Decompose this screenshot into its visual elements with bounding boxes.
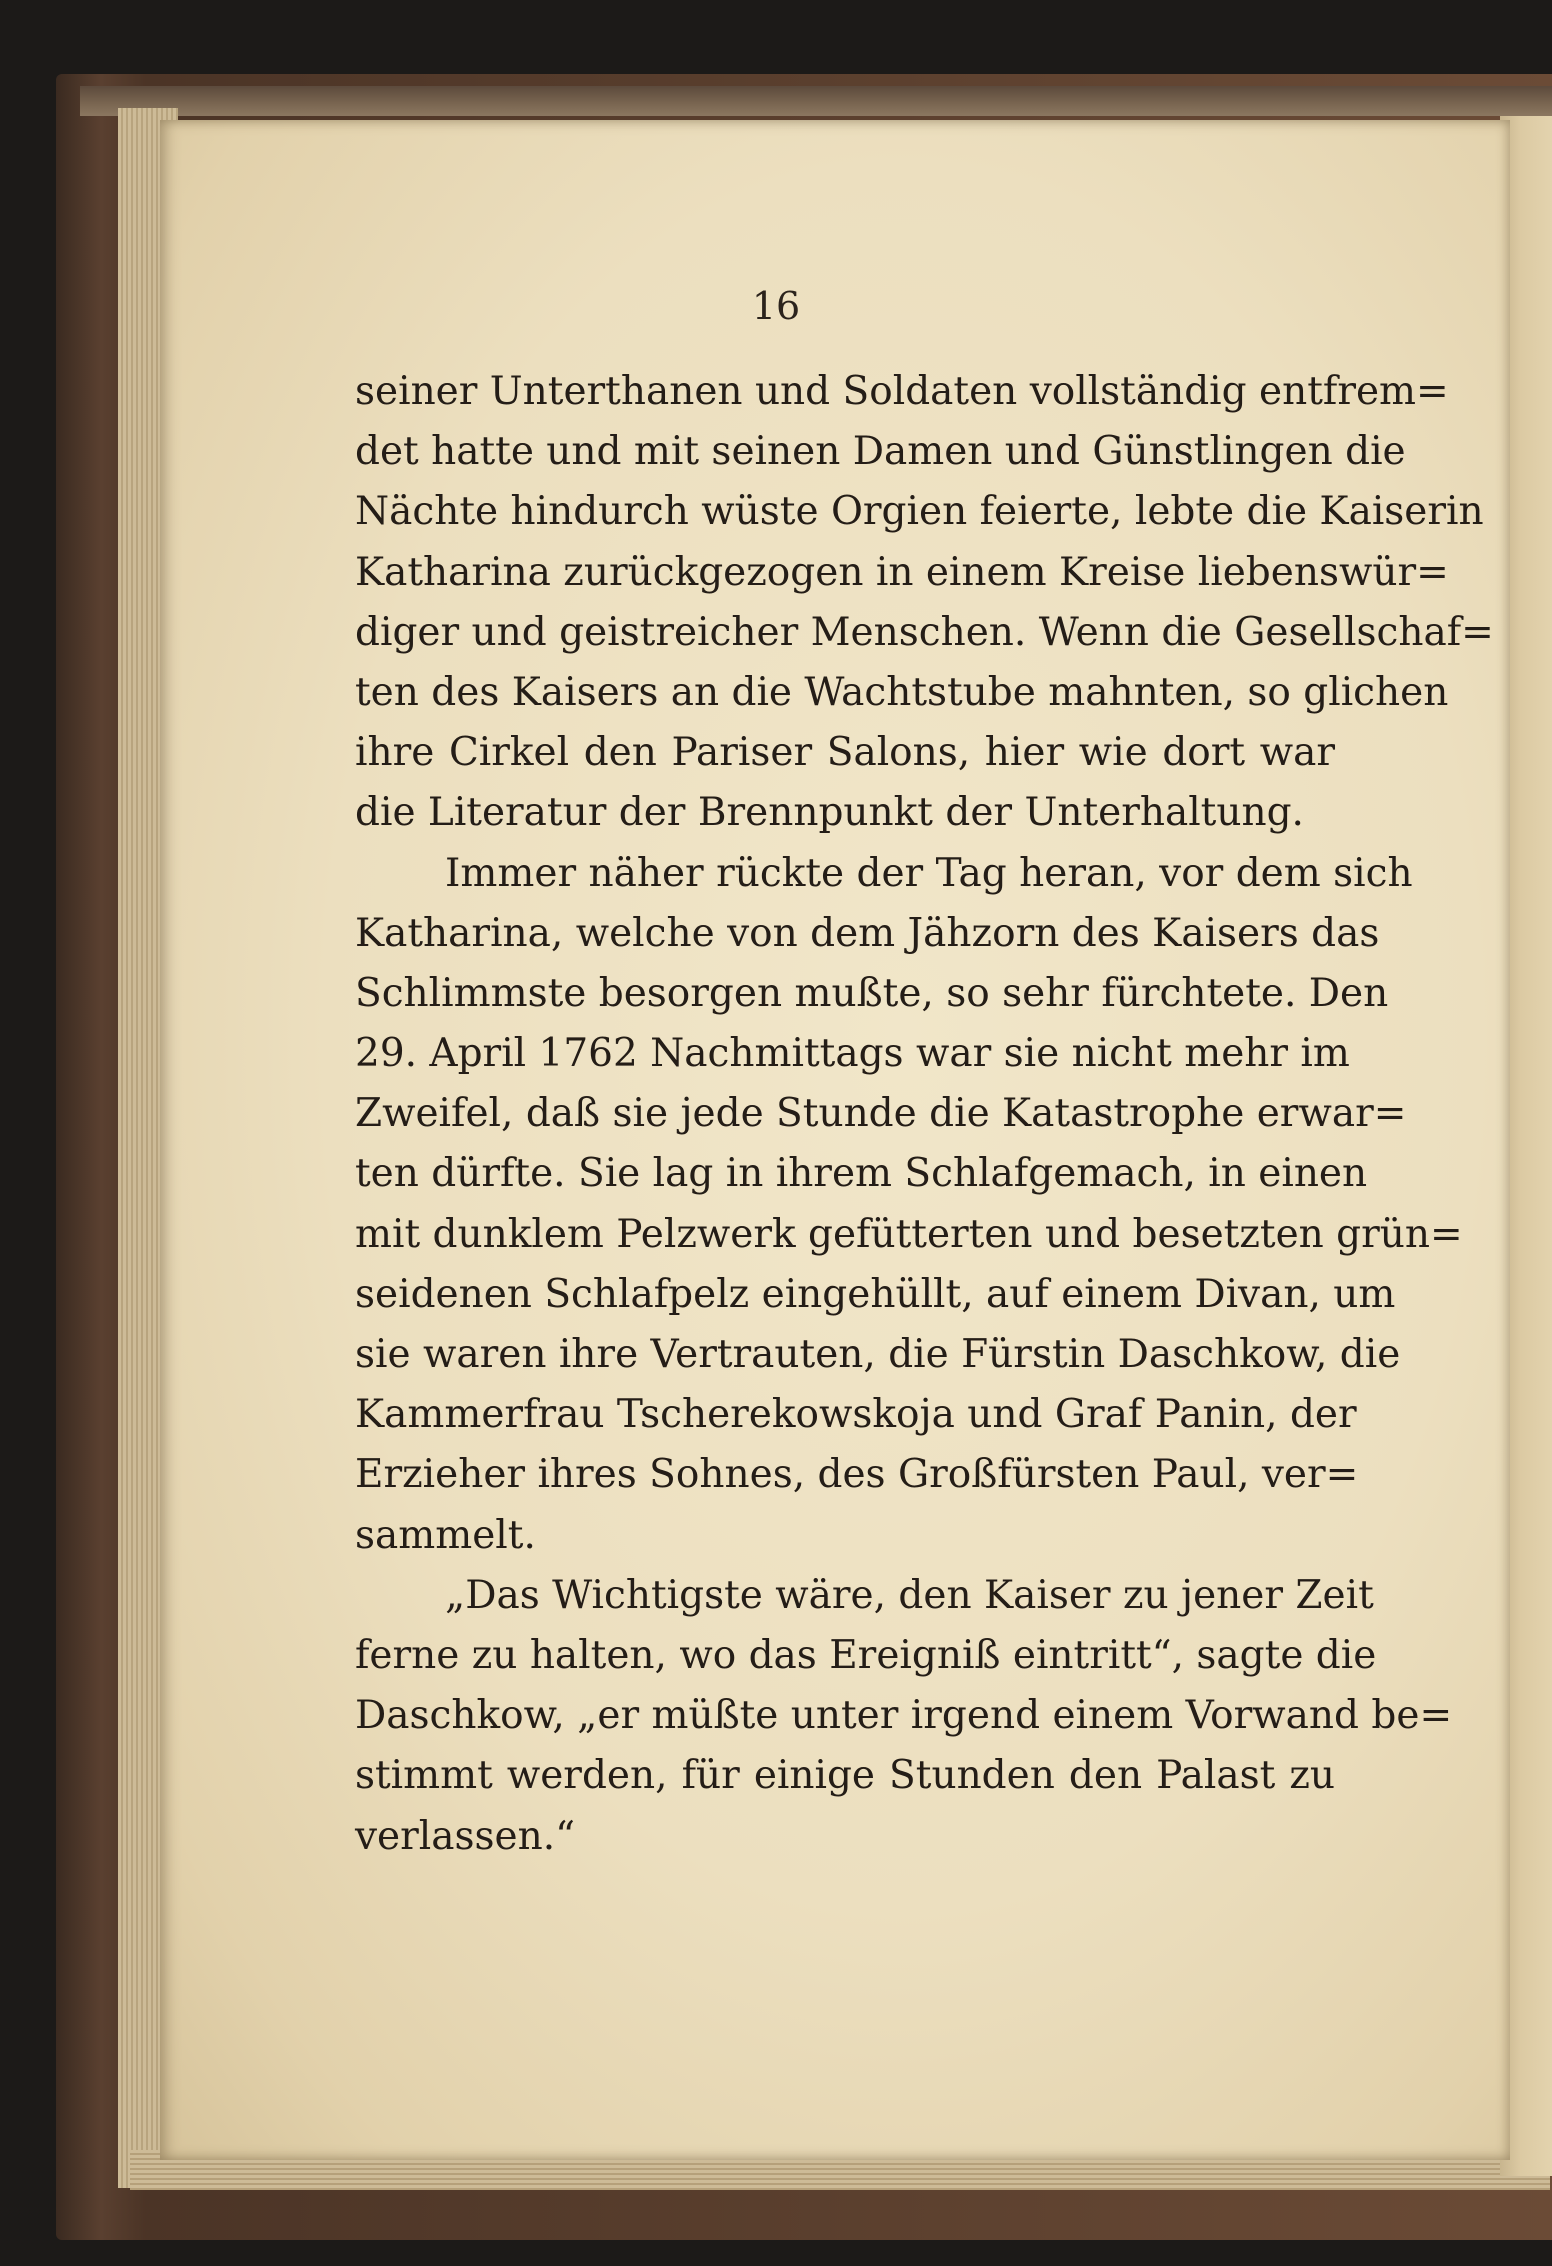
text-line: die Literatur der Brennpunkt der Unterhaltung. xyxy=(355,790,1304,836)
text-line: ihre Cirkel den Pariser Salons, hier wie dort war xyxy=(355,730,1335,776)
text-line: Nächte hindurch wüste Orgien feierte, lebte die Kaiserin xyxy=(355,489,1484,535)
text-line: ten des Kaisers an die Wachtstube mahnten, so glichen xyxy=(355,669,1449,715)
text-line: Katharina, welche von dem Jähzorn des Kaisers das xyxy=(355,910,1380,956)
paragraph-1 xyxy=(355,362,1494,844)
text-line: ferne zu halten, wo das Ereigniß eintritt“, sagte die xyxy=(355,1632,1377,1678)
text-line: Erzieher ihres Sohnes, des Großfürsten Paul, ver= xyxy=(355,1452,1359,1498)
paragraph-2 xyxy=(355,844,1463,1566)
text-line: verlassen.“ xyxy=(355,1813,576,1859)
text-line: mit dunklem Pelzwerk gefütterten und besetzten grün= xyxy=(355,1211,1463,1257)
text-line: stimmt werden, für einige Stunden den Palast zu xyxy=(355,1753,1335,1799)
text-line: diger und geistreicher Menschen. Wenn die Gesellschaf= xyxy=(355,609,1494,655)
text-line: Kammerfrau Tscherekowskoja und Graf Panin, der xyxy=(355,1392,1357,1438)
paragraph-3 xyxy=(355,1566,1453,1867)
text-line: ten dürfte. Sie lag in ihrem Schlafgemach, in einen xyxy=(355,1151,1368,1197)
text-line: Zweifel, daß sie jede Stunde die Katastrophe erwar= xyxy=(355,1091,1407,1137)
page-number: 16 xyxy=(751,284,801,328)
cover-top-edge xyxy=(80,86,1552,116)
text-line: Daschkow, „er müßte unter irgend einem Vorwand be= xyxy=(355,1693,1453,1739)
text-line: Katharina zurückgezogen in einem Kreise liebenswür= xyxy=(355,549,1449,595)
text-line: Immer näher rückte der Tag heran, vor dem sich xyxy=(445,850,1413,896)
text-line: sammelt. xyxy=(355,1512,536,1558)
text-line: sie waren ihre Vertrauten, die Fürstin Daschkow, die xyxy=(355,1332,1401,1377)
text-line: „Das Wichtigste wäre, den Kaiser zu jener Zeit xyxy=(445,1572,1374,1618)
text-line: Schlimmste besorgen mußte, so sehr fürchtete. Den xyxy=(355,970,1389,1016)
text-line: seiner Unterthanen und Soldaten vollständig entfrem= xyxy=(355,369,1449,414)
body-text xyxy=(355,362,1494,1867)
text-line: seidenen Schlafpelz eingehüllt, auf einem Divan, um xyxy=(355,1271,1396,1317)
text-line: det hatte und mit seinen Damen und Günstlingen die xyxy=(355,429,1406,475)
text-line: 29. April 1762 Nachmittags war sie nicht mehr im xyxy=(355,1031,1350,1077)
